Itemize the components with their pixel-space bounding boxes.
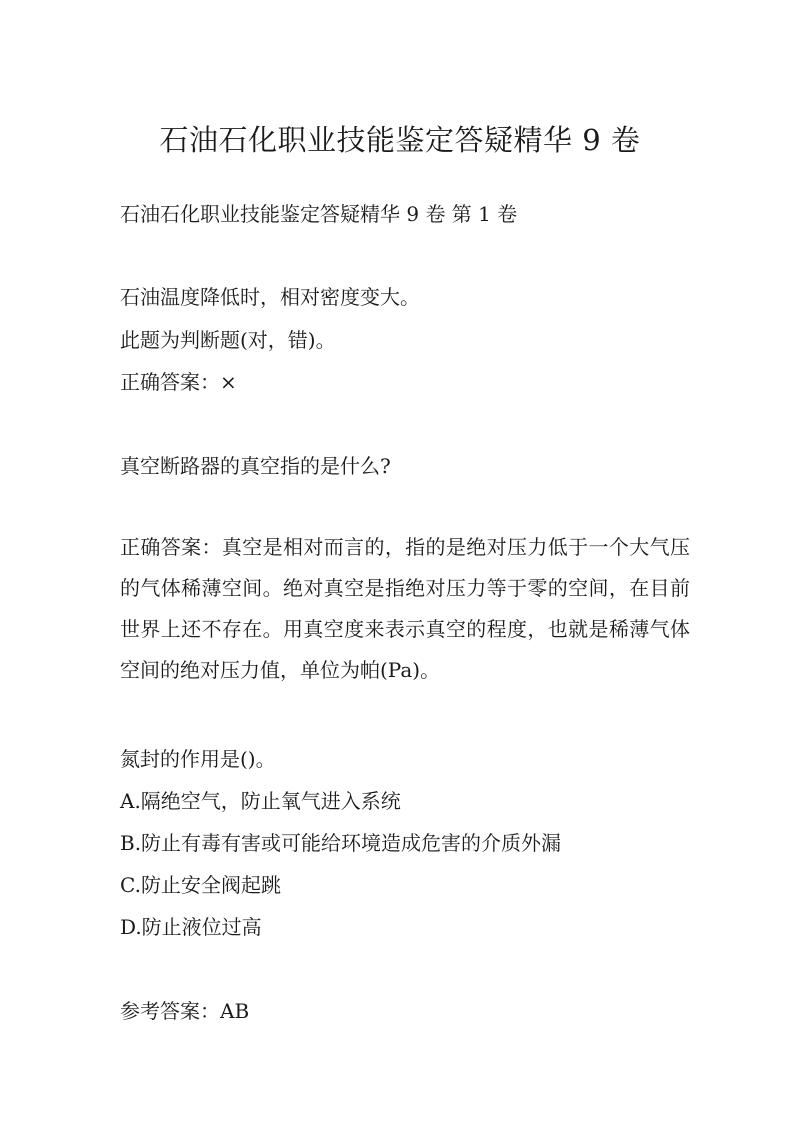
question-1-type-note: 此题为判断题(对，错)。 — [120, 328, 336, 352]
question-1-answer: 正确答案：× — [120, 370, 237, 394]
question-2-text: 真空断路器的真空指的是什么? — [120, 454, 391, 478]
question-3-text: 氮封的作用是()。 — [120, 747, 276, 771]
question-3-option-a: A.隔绝空气，防止氧气进入系统 — [120, 789, 401, 813]
question-1-text: 石油温度降低时，相对密度变大。 — [120, 285, 420, 309]
question-3-option-c: C.防止安全阀起跳 — [120, 873, 281, 897]
question-3-option-d: D.防止液位过高 — [120, 915, 262, 939]
document-title: 石油石化职业技能鉴定答疑精华 9 卷 — [159, 123, 641, 157]
question-2-answer: 正确答案：真空是相对而言的，指的是绝对压力低于一个大气压的气体稀薄空间。绝对真空是指绝对压力等于零的空间，在目前世界上还不存在。用真空度来表示真空的程度，也就是稀薄气体空间的绝对压力值，单位为帕(Pa)。 — [120, 535, 690, 682]
document-subtitle: 石油石化职业技能鉴定答疑精华 9 卷 第 1 卷 — [120, 202, 518, 226]
question-3-answer: 参考答案：AB — [120, 999, 250, 1023]
question-3-option-b: B.防止有毒有害或可能给环境造成危害的介质外漏 — [120, 831, 562, 855]
